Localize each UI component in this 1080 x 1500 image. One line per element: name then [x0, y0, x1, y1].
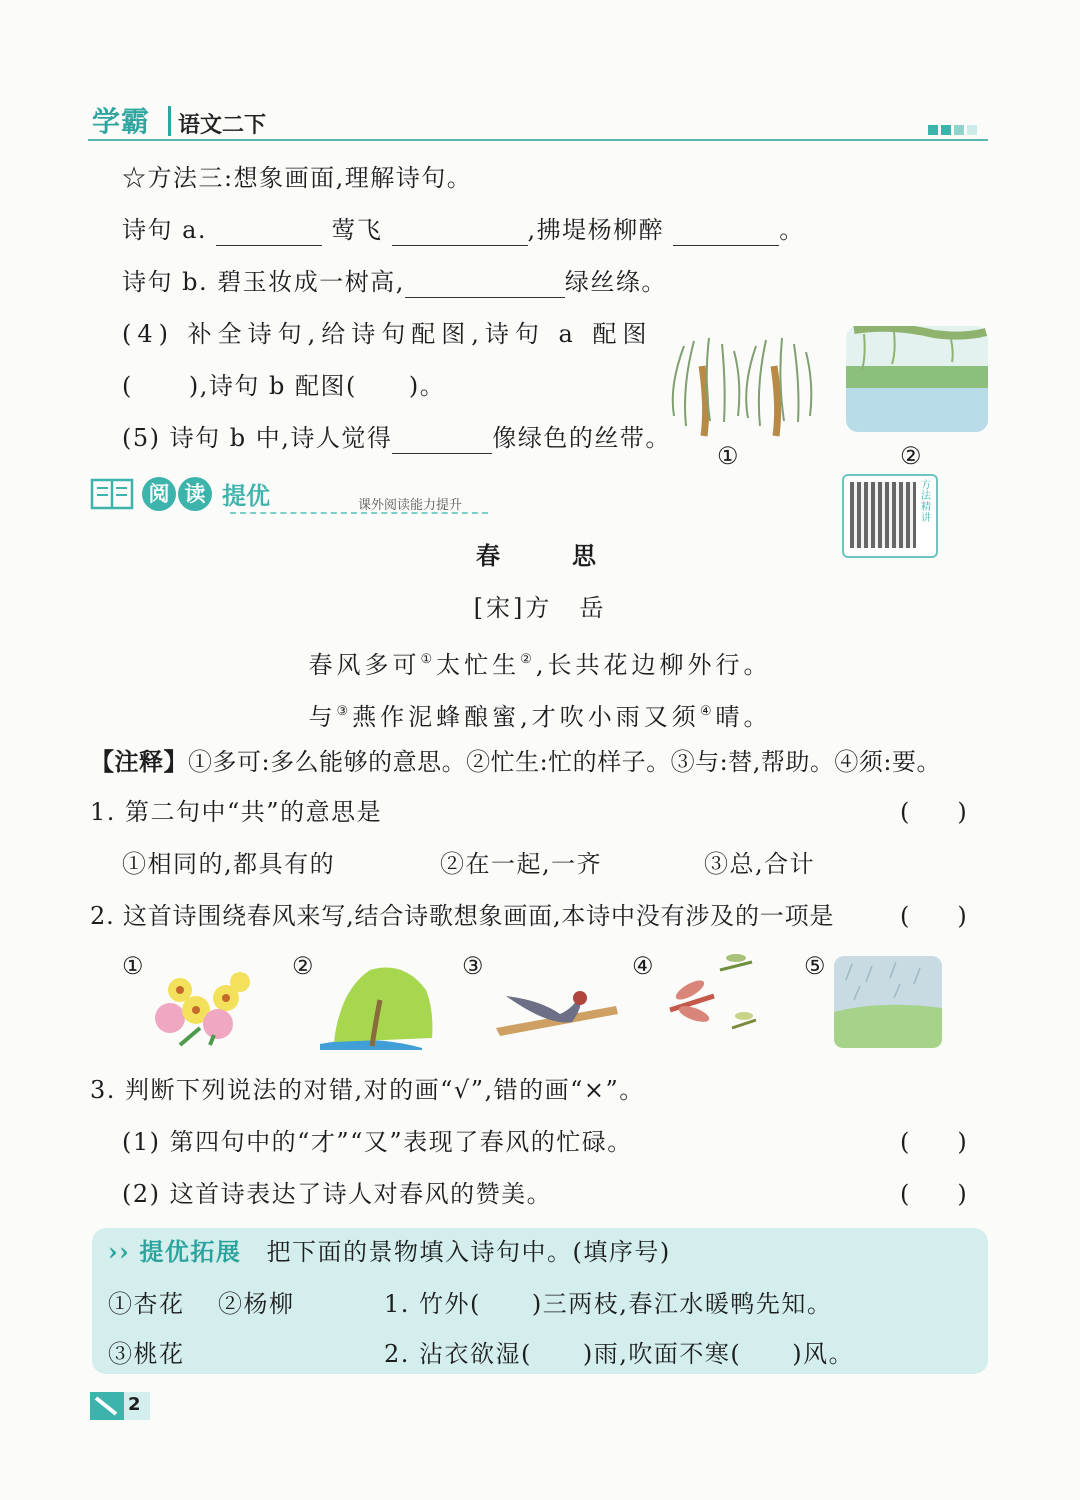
- extension-title: 提优拓展: [139, 1238, 242, 1266]
- logo: 学霸: [92, 105, 151, 138]
- q5-suffix: 像绿色的丝带。: [492, 424, 671, 452]
- poem-line1-c: ,长共花边柳外行。: [535, 651, 772, 679]
- subtitle-rule: [230, 512, 488, 514]
- blank-a3[interactable]: [673, 219, 779, 246]
- poem-line2-b: 燕作泥蜂酿蜜,才吹小雨又须: [352, 703, 700, 731]
- poem-a-line: [122, 214, 805, 246]
- q4-line2: [122, 370, 445, 402]
- note-marker-3: ③: [336, 704, 353, 719]
- subject-title: 语文二下: [178, 113, 267, 138]
- page-number-badge: [90, 1392, 150, 1420]
- lake-willow-image-2: [846, 326, 988, 432]
- reading-extra: 提优: [222, 482, 270, 510]
- method-title: ☆方法三:想象画面,理解诗句。: [122, 164, 473, 192]
- image-label-2: ②: [900, 442, 924, 470]
- q3-2-answer-paren[interactable]: ( ): [900, 1180, 967, 1208]
- extension-sentence-1: 1. 竹外( )三两枝,春江水暖鸭先知。: [384, 1290, 833, 1318]
- willow-river-image: [320, 968, 432, 1051]
- q1-option-3: ③总,合计: [704, 850, 816, 878]
- poem-author: [宋]方 岳: [473, 594, 607, 622]
- q4-line1: (4) 补全诗句,给诗句配图,诗句 a 配图: [122, 320, 653, 348]
- poem-notes: [90, 746, 941, 778]
- poem-b-prefix: 诗句 b. 碧玉妆成一树高,: [122, 268, 405, 296]
- header-rule: [88, 139, 988, 141]
- poem-title: 春 思: [476, 542, 604, 570]
- image-label-1: ①: [717, 442, 741, 470]
- note-marker-4: ④: [699, 704, 716, 719]
- poem-line1-b: 太忙生: [436, 651, 521, 679]
- header-dots: [928, 120, 980, 139]
- poem-line1-a: 春风多可: [308, 651, 421, 679]
- q2-label-5: ⑤: [804, 952, 828, 980]
- qr-pattern: [850, 482, 916, 548]
- q2-answer-paren[interactable]: ( ): [900, 902, 967, 930]
- q4-mid: ),诗句 b 配图(: [188, 372, 357, 400]
- reading-subtitle: 课外阅读能力提升: [358, 498, 463, 513]
- poem-b-line: [122, 266, 667, 298]
- extension-instruction: 把下面的景物填入诗句中。(填序号): [266, 1238, 671, 1266]
- logo-divider: [168, 106, 171, 136]
- q5-line: [122, 422, 671, 454]
- poem-b-end: 绿丝绦。: [564, 268, 667, 296]
- q4-close: )。: [408, 372, 446, 400]
- question-1: 1. 第二句中“共”的意思是: [90, 798, 383, 826]
- poem-line2-c: 晴。: [715, 703, 772, 731]
- notes-label: 【注释】: [90, 748, 188, 776]
- chevron-right-icon: ››: [108, 1237, 131, 1266]
- dragonflies-image: [670, 954, 756, 1028]
- q1-answer-paren[interactable]: ( ): [900, 798, 967, 826]
- reading-char-1: 阅: [142, 477, 176, 511]
- book-icon: [90, 477, 136, 511]
- page-number: 2: [128, 1394, 141, 1415]
- extension-header: [108, 1236, 671, 1268]
- q3-statement-1: (1) 第四句中的“才”“又”表现了春风的忙碌。: [122, 1128, 633, 1156]
- reading-section-title: [90, 476, 270, 511]
- poem-line-1: [0, 644, 1080, 681]
- willow-tree-image-1: [673, 338, 812, 436]
- poem-a-end: 。: [779, 216, 805, 244]
- q3-statement-2: (2) 这首诗表达了诗人对春风的赞美。: [122, 1180, 553, 1208]
- question-2: 2. 这首诗围绕春风来写,结合诗歌想象画面,本诗中没有涉及的一项是: [90, 902, 835, 930]
- note-marker-2: ②: [520, 652, 536, 667]
- reading-char-2: 读: [178, 477, 212, 511]
- q3-1-answer-paren[interactable]: ( ): [900, 1128, 967, 1156]
- poem-line2-a: 与: [308, 703, 337, 731]
- blank-a1[interactable]: [216, 219, 322, 246]
- q2-label-3: ③: [462, 952, 486, 980]
- poem-a-mid2: ,拂堤杨柳醉: [527, 216, 665, 244]
- blank-a2[interactable]: [392, 219, 528, 246]
- q4-paren-open: (: [122, 372, 133, 400]
- qr-side-label: 方法精讲: [921, 480, 931, 524]
- note-marker-1: ①: [420, 652, 437, 667]
- flowers-image: [155, 972, 250, 1045]
- q2-label-1: ①: [122, 952, 146, 980]
- poem-a-prefix: 诗句 a.: [122, 216, 208, 244]
- poem-a-mid: 莺飞: [331, 216, 383, 244]
- q1-option-1: ①相同的,都具有的: [122, 850, 336, 878]
- question-3: 3. 判断下列说法的对错,对的画“√”,错的画“×”。: [90, 1076, 645, 1104]
- q2-label-2: ②: [292, 952, 316, 980]
- q5-blank[interactable]: [392, 427, 492, 454]
- extension-option-3: ③桃花: [108, 1340, 185, 1368]
- poem-line-2: [0, 696, 1080, 733]
- q2-illustrations: [140, 950, 960, 1060]
- willow-illustrations: [664, 326, 994, 466]
- blank-b1[interactable]: [405, 271, 565, 298]
- q5-prefix: (5) 诗句 b 中,诗人觉得: [122, 424, 393, 452]
- extension-sentence-2: 2. 沾衣欲湿( )雨,吹面不寒( )风。: [384, 1340, 855, 1368]
- extension-option-1: ①杏花: [108, 1290, 185, 1318]
- rain-field-image: [834, 956, 942, 1048]
- swallow-image: [496, 991, 618, 1036]
- notes-text: ①多可:多么能够的意思。②忙生:忙的样子。③与:替,帮助。④须:要。: [188, 748, 941, 776]
- extension-option-2: ②杨柳: [218, 1290, 295, 1318]
- q2-label-4: ④: [632, 952, 656, 980]
- q1-option-2: ②在一起,一齐: [440, 850, 603, 878]
